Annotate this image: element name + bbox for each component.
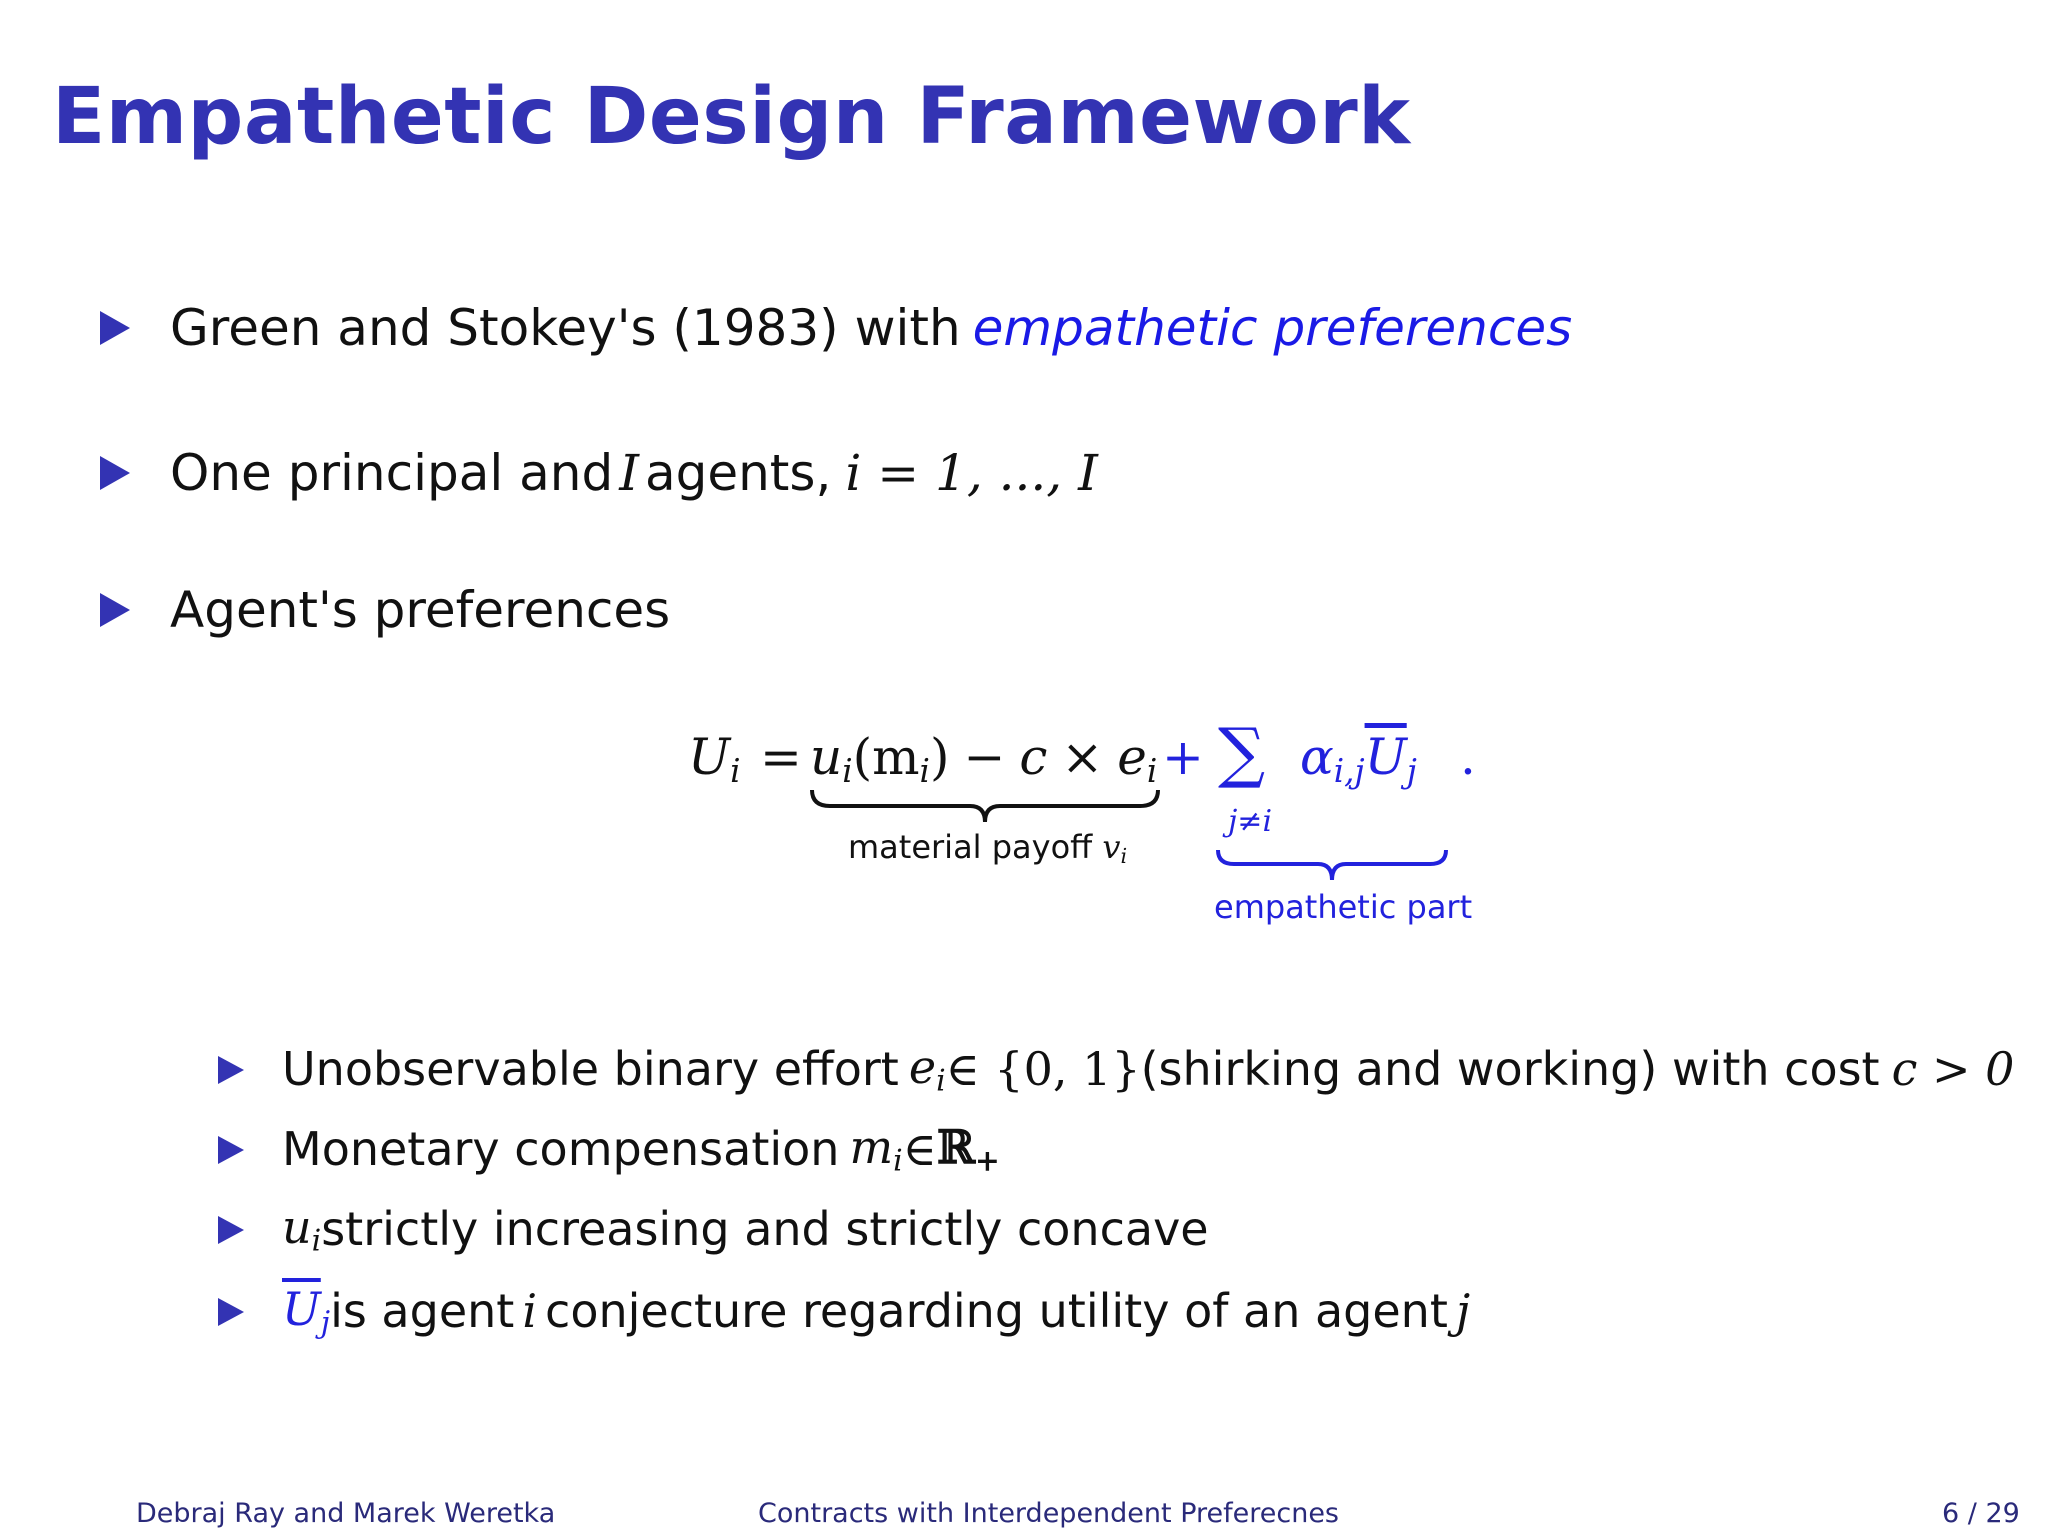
math-range: i = 1, ..., I [845, 444, 1098, 502]
bullet-emphasis: empathetic preferences [972, 299, 1573, 357]
math-i: i [522, 1284, 538, 1339]
triangle-bullet-icon [218, 1056, 244, 1084]
empathetic-underbrace [1216, 848, 1448, 884]
math-j: j [1455, 1284, 1471, 1339]
reals-symbol: ℝ$_+$ [936, 1120, 1000, 1179]
eq-material: $u_i(m_i) - c \times e_i$ [810, 728, 1158, 791]
sum-icon: ∑ [1218, 714, 1266, 791]
triangle-bullet-icon [218, 1136, 244, 1164]
eq-lhs: $U_i$ [688, 728, 741, 791]
sub-bullet-item [218, 1282, 1470, 1341]
bullet-text: Agent's preferences [170, 581, 671, 639]
slide-title: Empathetic Design Framework [52, 72, 1411, 162]
bullet-item [100, 443, 1098, 503]
empathetic-part-label: empathetic part [1214, 888, 1473, 926]
bullet-item [100, 298, 1572, 358]
sub-bullet-item [218, 1120, 1000, 1179]
bullet-text: Green and Stokey's (1983) with [170, 299, 961, 357]
math-in: ∈ [902, 1122, 937, 1177]
math-ubar: $\overline{U}_j$ [282, 1282, 331, 1341]
eq-period: . [1460, 728, 1476, 786]
sub-bullet-item [218, 1040, 2014, 1099]
eq-plus: + [1162, 728, 1204, 786]
sub-bullet-text: conjecture regarding utility of an agent [545, 1284, 1448, 1339]
math-set: ∈ {0, 1} [945, 1042, 1141, 1097]
footer-page-number: 6 / 29 [1942, 1498, 2020, 1529]
math-I: I [619, 444, 639, 502]
triangle-bullet-icon [100, 593, 130, 627]
material-underbrace [810, 788, 1160, 826]
sub-bullet-text: is agent [330, 1284, 515, 1339]
material-payoff-label: material payoff $v_i$ [848, 828, 1128, 869]
sub-bullet-text: (shirking and working) with cost [1140, 1042, 1880, 1097]
triangle-bullet-icon [100, 456, 130, 490]
footer-authors: Debraj Ray and Marek Weretka [136, 1498, 556, 1529]
eq-sum-index: j≠i [1228, 804, 1273, 839]
bullet-item [100, 580, 670, 640]
sub-bullet-item [218, 1200, 1209, 1259]
triangle-bullet-icon [218, 1298, 244, 1326]
bullet-text: One principal and [170, 444, 614, 502]
sub-bullet-text: strictly increasing and strictly concave [321, 1202, 1209, 1257]
math-m: $m_i$ [849, 1120, 903, 1179]
sub-bullet-text: Monetary compensation [282, 1122, 840, 1177]
math-u: $u_i$ [282, 1200, 322, 1259]
triangle-bullet-icon [100, 311, 130, 345]
eq-empathetic: $\alpha_{i,j}\overline{U}_j$ [1300, 728, 1417, 791]
bullet-text: agents, [644, 444, 832, 502]
math-e: $e_i$ [908, 1040, 946, 1099]
triangle-bullet-icon [218, 1216, 244, 1244]
sub-bullet-text: Unobservable binary effort [282, 1042, 899, 1097]
eq-equals: = [760, 728, 802, 786]
footer-talk-title: Contracts with Interdependent Preferecnes [758, 1498, 1340, 1529]
math-cost: c > 0 [1891, 1042, 2015, 1097]
